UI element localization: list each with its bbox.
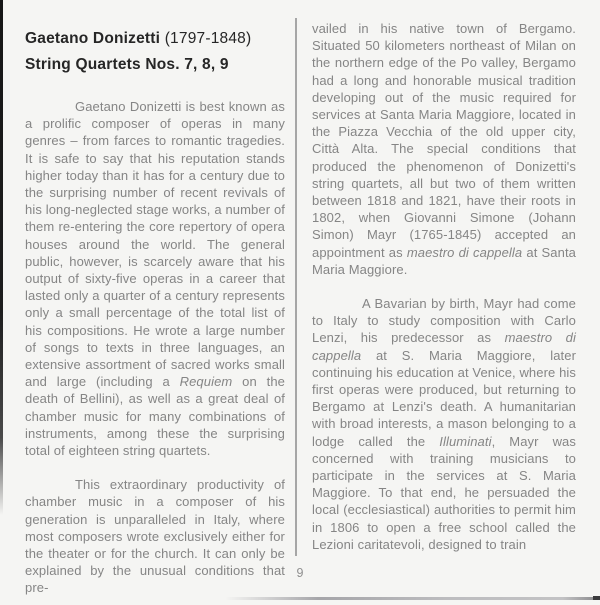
heading-line-composer bbox=[25, 26, 285, 52]
paragraph-4-text: , Mayr was concerned with training musicians to participate in the services at S. Maria Maggiore. To that end, he persuaded the local (ecclesiastical) authorities to permit him in 1806 to open a free school called the Lezioni caritatevoli, designed to train bbox=[312, 433, 576, 552]
scan-corner-artifact bbox=[593, 596, 600, 600]
page-number: 9 bbox=[296, 566, 304, 580]
paragraph-4-italic: maestro di cappella bbox=[312, 330, 576, 363]
paragraph-1-italic: Requiem bbox=[179, 374, 233, 390]
paragraph-1-text: Gaetano Donizetti is best known as a prolific composer of operas in many genres – from farces to romantic tragedies. It is safe to say that his reputation stands higher today than it has for a century due to the surprising number of recent revivals of his long-neglected stage works, a number of them re-entering the core repertory of opera houses around the world. The general public, however, is scarcely aware that his output of sixty-five operas in a career that lasted only a quarter of a century represents only a small percentage of the total list of his compositions. He wrote a large number of songs to texts in three languages, an extensive assortment of sacred works small and large (including a bbox=[25, 99, 285, 390]
scan-edge-artifact bbox=[0, 0, 3, 515]
paragraph-2: This extraordinary productivity of chamber music in a composer of his generation is unparalleled in Italy, where most composers wrote exclusively either for the theater or for the church. It can only be explained by the unusual conditions that pre- bbox=[25, 477, 285, 596]
paragraph-4-italic-2: Illuminati bbox=[439, 433, 492, 449]
paragraph-4-text: A Bavarian by birth, Mayr had come to Italy to study composition with Carlo Lenzi, his predecessor as bbox=[312, 296, 576, 346]
paragraph-4-text: at S. Maria Maggiore, later continuing his education at Venice, where his first operas were produced, but returning to Bergamo at Lenzi's death. A humanitarian with broad interests, a mason belonging to a lodge called the bbox=[312, 347, 576, 449]
paragraph-3-text: vailed in his native town of Bergamo. Situated 50 kilometers northeast of Milan on the northern edge of the Po valley, Bergamo had a long and honorable musical tradition developing out of the music required for services at Santa Maria Maggiore, located in the Piazza Vecchia of the old upper city, Città Alta. The special conditions that produced the phenomenon of Donizetti's string quartets, all but two of them written between 1818 and 1821, have their roots in 1802, when Giovanni Simone (Johann Simon) Mayr (1765-1845) accepted an appointment as bbox=[312, 21, 576, 260]
composer-dates: (1797-1848) bbox=[164, 30, 252, 47]
composer-name: Gaetano Donizetti bbox=[25, 30, 161, 47]
left-column bbox=[25, 26, 285, 597]
paragraph-3-text: at Santa Maria Maggiore. bbox=[312, 244, 576, 277]
paragraph-3 bbox=[312, 20, 576, 278]
paragraph-3-italic: maestro di cappella bbox=[406, 244, 523, 260]
work-title: String Quartets Nos. 7, 8, 9 bbox=[25, 56, 229, 73]
paragraph-1 bbox=[25, 98, 285, 459]
scan-smudge-artifact bbox=[225, 597, 600, 600]
paragraph-1-text: on the death of Bellini), as well as a great deal of chamber music for many combinations of instruments, among these the surprising total of eighteen string quartets. bbox=[25, 374, 285, 459]
paragraph-4 bbox=[312, 295, 576, 553]
page-heading bbox=[25, 26, 285, 78]
column-divider bbox=[295, 18, 297, 556]
right-column bbox=[312, 20, 576, 553]
